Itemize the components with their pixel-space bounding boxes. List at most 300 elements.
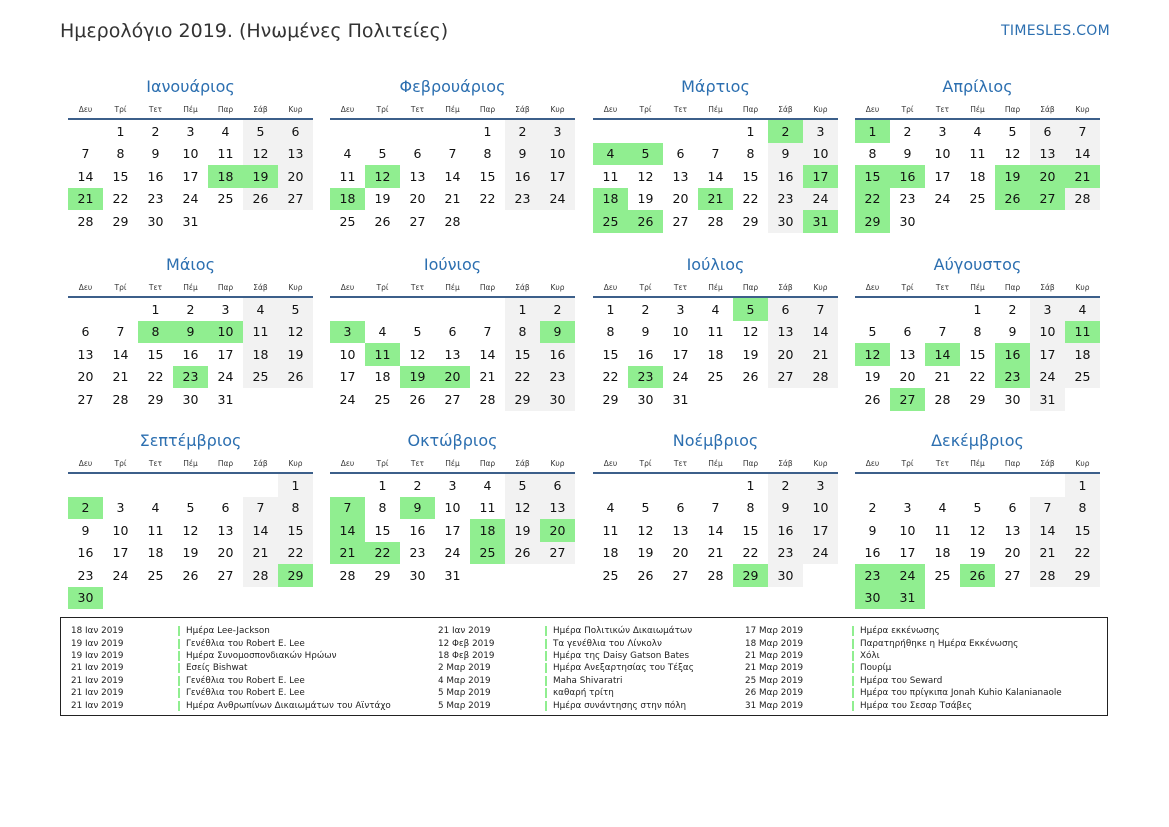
month-name: Σεπτέμβριος (139, 431, 242, 450)
holiday-day-cell: 16 (995, 343, 1030, 366)
legend-row (438, 699, 694, 711)
weekday-label: Παρ (742, 282, 759, 292)
holiday-color-marker (178, 688, 180, 698)
day-cell: 31 (672, 391, 689, 407)
day-cell: 12 (505, 497, 540, 520)
day-grid (68, 474, 313, 609)
day-cell: 14 (77, 168, 94, 184)
empty-cell (435, 298, 470, 321)
day-cell: 19 (505, 519, 540, 542)
weekday-label: Τετ (673, 458, 688, 468)
legend-column (71, 625, 391, 712)
holiday-name: Ημέρα του Seward (860, 675, 943, 686)
holiday-name: Ημέρα Πολιτικών Δικαιωμάτων (553, 626, 693, 637)
day-cell: 6 (278, 120, 313, 143)
legend-row (438, 687, 694, 699)
day-cell: 25 (147, 567, 164, 583)
day-cell: 21 (707, 545, 724, 561)
weekday-label: Σάβ (253, 458, 268, 468)
holiday-name: Ημέρα Ανθρωπίνων Δικαιωμάτων του Αϊντάχο (186, 700, 391, 711)
day-cell: 14 (479, 346, 496, 362)
weekday-label: Δευ (603, 104, 618, 114)
day-cell: 8 (746, 500, 755, 516)
day-cell: 13 (409, 168, 426, 184)
day-cell: 2 (768, 474, 803, 497)
day-cell: 15 (374, 522, 391, 538)
month-name: Ιανουάριος (146, 77, 235, 96)
day-cell: 13 (1004, 522, 1021, 538)
day-cell: 18 (1065, 343, 1100, 366)
day-cell: 21 (444, 191, 461, 207)
day-cell: 27 (444, 391, 461, 407)
weekday-label: Παρ (217, 458, 234, 468)
day-cell: 1 (746, 477, 755, 493)
holiday-day-cell: 18 (593, 188, 628, 211)
day-cell: 7 (483, 324, 492, 340)
month-name: Νοέμβριος (672, 431, 759, 450)
holiday-name: καθαρή τρίτη (553, 688, 614, 699)
holiday-day-cell: 1 (855, 120, 890, 143)
weekday-label: Παρ (479, 104, 496, 114)
holiday-day-cell: 22 (855, 188, 890, 211)
legend-column (438, 625, 694, 712)
holiday-date: 26 Μαρ 2019 (745, 688, 804, 699)
weekday-label: Τρί (114, 458, 127, 468)
day-cell: 12 (278, 321, 313, 344)
empty-cell (995, 474, 1030, 497)
holiday-day-cell: 29 (855, 210, 890, 233)
weekday-label: Κυρ (288, 458, 303, 468)
day-cell: 7 (1065, 120, 1100, 143)
day-cell: 16 (182, 346, 199, 362)
day-cell: 26 (637, 567, 654, 583)
weekday-label: Δευ (340, 104, 355, 114)
day-grid (330, 120, 575, 233)
day-cell: 19 (864, 369, 881, 385)
day-cell: 8 (1065, 497, 1100, 520)
day-cell: 10 (899, 522, 916, 538)
empty-cell (855, 474, 890, 497)
day-cell: 30 (182, 391, 199, 407)
weekday-label: Πέμ (445, 104, 460, 114)
day-cell: 28 (1065, 188, 1100, 211)
day-cell: 21 (243, 542, 278, 565)
holiday-day-cell: 7 (330, 497, 365, 520)
day-cell: 16 (77, 545, 94, 561)
day-cell: 9 (868, 522, 877, 538)
day-cell: 4 (938, 500, 947, 516)
holiday-day-cell: 25 (470, 542, 505, 565)
weekday-label: Κυρ (288, 104, 303, 114)
holiday-day-cell: 24 (890, 564, 925, 587)
holiday-name: Ημέρα εκκένωσης (860, 626, 940, 637)
weekday-label: Παρ (742, 104, 759, 114)
day-grid (68, 120, 313, 233)
day-cell: 2 (186, 301, 195, 317)
day-cell: 19 (374, 191, 391, 207)
day-cell: 7 (711, 500, 720, 516)
day-cell: 11 (217, 146, 234, 162)
weekday-label: Σάβ (778, 282, 793, 292)
day-cell: 29 (1065, 564, 1100, 587)
day-cell: 24 (112, 567, 129, 583)
empty-cell (470, 298, 505, 321)
day-cell: 24 (339, 391, 356, 407)
day-cell: 2 (413, 477, 422, 493)
weekday-label: Κυρ (550, 458, 565, 468)
day-cell: 7 (711, 146, 720, 162)
weekday-label: Πέμ (970, 104, 985, 114)
holiday-name: Ημέρα του Σεσαρ Τσάβες (860, 700, 973, 711)
day-cell: 26 (182, 567, 199, 583)
weekday-label: Δευ (865, 282, 880, 292)
holiday-color-marker (178, 639, 180, 649)
day-cell: 25 (339, 213, 356, 229)
weekday-label: Πέμ (970, 282, 985, 292)
holiday-day-cell: 2 (68, 497, 103, 520)
day-cell: 4 (1065, 298, 1100, 321)
day-cell: 19 (637, 191, 654, 207)
day-cell: 7 (116, 324, 125, 340)
empty-cell (103, 298, 138, 321)
day-cell: 22 (112, 191, 129, 207)
day-grid (593, 120, 838, 233)
day-cell: 1 (278, 474, 313, 497)
holiday-color-marker (852, 688, 854, 698)
day-cell: 12 (637, 168, 654, 184)
site-brand-link[interactable]: TIMESLES.COM (1001, 23, 1110, 39)
month-block (330, 74, 575, 233)
holiday-day-cell: 9 (173, 321, 208, 344)
day-cell: 5 (973, 500, 982, 516)
holiday-day-cell: 14 (330, 519, 365, 542)
day-cell: 24 (934, 191, 951, 207)
day-cell: 21 (803, 343, 838, 366)
day-cell: 13 (899, 346, 916, 362)
day-cell: 28 (444, 213, 461, 229)
holiday-date: 19 Ιαν 2019 (71, 650, 124, 661)
day-cell: 4 (606, 500, 615, 516)
weekday-label: Κυρ (550, 104, 565, 114)
day-cell: 27 (672, 213, 689, 229)
day-cell: 26 (864, 391, 881, 407)
weekday-label: Παρ (1004, 104, 1021, 114)
weekday-header (593, 454, 838, 474)
day-cell: 9 (768, 497, 803, 520)
day-cell: 6 (768, 298, 803, 321)
day-cell: 5 (378, 146, 387, 162)
day-cell: 17 (934, 168, 951, 184)
day-cell: 2 (903, 123, 912, 139)
month-block (855, 74, 1100, 233)
day-cell: 5 (413, 324, 422, 340)
holiday-legend (60, 617, 1108, 716)
month-block (330, 428, 575, 587)
holiday-color-marker (545, 626, 547, 636)
holiday-name: Ημέρα Lee-Jackson (186, 626, 270, 637)
holiday-date: 4 Μαρ 2019 (438, 675, 491, 686)
weekday-label: Τρί (639, 282, 652, 292)
weekday-label: Σάβ (1040, 282, 1055, 292)
holiday-date: 17 Μαρ 2019 (745, 626, 804, 637)
day-cell: 6 (676, 146, 685, 162)
day-cell: 11 (602, 522, 619, 538)
day-cell: 8 (505, 321, 540, 344)
legend-row (745, 637, 1062, 649)
day-cell: 15 (969, 346, 986, 362)
day-cell: 22 (969, 369, 986, 385)
day-cell: 29 (969, 391, 986, 407)
day-cell: 3 (803, 474, 838, 497)
month-block (855, 428, 1100, 609)
day-cell: 2 (151, 123, 160, 139)
legend-column (745, 625, 1062, 712)
weekday-header (330, 278, 575, 298)
holiday-day-cell: 14 (925, 343, 960, 366)
holiday-color-marker (852, 651, 854, 661)
day-cell: 13 (672, 168, 689, 184)
day-cell: 27 (540, 542, 575, 565)
day-cell: 22 (742, 191, 759, 207)
holiday-day-cell: 19 (243, 165, 278, 188)
holiday-day-cell: 22 (365, 542, 400, 565)
weekday-label: Τετ (935, 104, 950, 114)
day-grid (855, 298, 1100, 411)
day-cell: 4 (221, 123, 230, 139)
day-cell: 26 (505, 542, 540, 565)
day-cell: 14 (707, 522, 724, 538)
day-cell: 8 (868, 146, 877, 162)
day-cell: 4 (378, 324, 387, 340)
day-cell: 15 (742, 168, 759, 184)
weekday-label: Σάβ (515, 104, 530, 114)
day-cell: 13 (672, 522, 689, 538)
day-cell: 31 (1030, 388, 1065, 411)
weekday-label: Δευ (603, 458, 618, 468)
holiday-day-cell: 16 (890, 165, 925, 188)
day-cell: 14 (1065, 143, 1100, 166)
day-cell: 30 (768, 564, 803, 587)
month-name: Δεκέμβριος (931, 431, 1024, 450)
day-cell: 20 (672, 545, 689, 561)
day-cell: 16 (147, 168, 164, 184)
day-cell: 29 (505, 388, 540, 411)
day-cell: 18 (934, 545, 951, 561)
weekday-label: Δευ (603, 282, 618, 292)
empty-cell (663, 474, 698, 497)
holiday-color-marker (545, 676, 547, 686)
day-cell: 6 (1030, 120, 1065, 143)
empty-cell (628, 474, 663, 497)
day-cell: 9 (768, 143, 803, 166)
day-grid (855, 474, 1100, 609)
holiday-day-cell: 21 (698, 188, 733, 211)
weekday-label: Δευ (865, 458, 880, 468)
legend-row (71, 675, 391, 687)
holiday-day-cell: 10 (208, 321, 243, 344)
day-cell: 26 (742, 369, 759, 385)
day-cell: 28 (707, 213, 724, 229)
day-cell: 16 (768, 165, 803, 188)
holiday-day-cell: 23 (855, 564, 890, 587)
day-cell: 18 (374, 369, 391, 385)
weekday-label: Τρί (901, 458, 914, 468)
day-cell: 29 (374, 567, 391, 583)
holiday-date: 5 Μαρ 2019 (438, 688, 491, 699)
weekday-label: Πέμ (970, 458, 985, 468)
weekday-label: Δευ (340, 282, 355, 292)
empty-cell (243, 474, 278, 497)
holiday-date: 21 Ιαν 2019 (71, 688, 124, 699)
empty-cell (103, 474, 138, 497)
holiday-date: 21 Ιαν 2019 (438, 626, 491, 637)
day-cell: 24 (217, 369, 234, 385)
day-cell: 12 (409, 346, 426, 362)
day-cell: 30 (637, 391, 654, 407)
day-cell: 5 (278, 298, 313, 321)
day-cell: 27 (409, 213, 426, 229)
day-cell: 11 (969, 146, 986, 162)
empty-cell (330, 120, 365, 143)
day-cell: 7 (803, 298, 838, 321)
day-cell: 9 (641, 324, 650, 340)
weekday-label: Τρί (901, 282, 914, 292)
holiday-day-cell: 26 (628, 210, 663, 233)
day-cell: 28 (112, 391, 129, 407)
day-cell: 24 (182, 191, 199, 207)
day-cell: 18 (147, 545, 164, 561)
day-cell: 26 (374, 213, 391, 229)
holiday-name: Ημέρα Συνομοσπονδιακών Ηρώων (186, 650, 337, 661)
weekday-label: Τρί (901, 104, 914, 114)
day-cell: 15 (112, 168, 129, 184)
day-cell: 22 (147, 369, 164, 385)
holiday-day-cell: 21 (1065, 165, 1100, 188)
weekday-label: Τετ (148, 282, 163, 292)
day-cell: 12 (637, 522, 654, 538)
month-block (855, 252, 1100, 411)
day-cell: 19 (637, 545, 654, 561)
weekday-label: Δευ (78, 458, 93, 468)
weekday-label: Πέμ (183, 104, 198, 114)
empty-cell (68, 298, 103, 321)
day-cell: 15 (147, 346, 164, 362)
holiday-color-marker (545, 663, 547, 673)
weekday-label: Τρί (639, 458, 652, 468)
holiday-day-cell: 21 (330, 542, 365, 565)
empty-cell (890, 474, 925, 497)
day-cell: 3 (903, 500, 912, 516)
weekday-label: Πέμ (708, 458, 723, 468)
weekday-label: Δευ (78, 282, 93, 292)
day-cell: 28 (934, 391, 951, 407)
day-cell: 14 (707, 168, 724, 184)
empty-cell (628, 120, 663, 143)
day-cell: 14 (243, 519, 278, 542)
day-cell: 7 (243, 497, 278, 520)
day-cell: 24 (540, 188, 575, 211)
day-cell: 12 (1004, 146, 1021, 162)
day-cell: 17 (540, 165, 575, 188)
holiday-day-cell: 5 (733, 298, 768, 321)
weekday-label: Κυρ (813, 282, 828, 292)
weekday-label: Τρί (639, 104, 652, 114)
day-cell: 5 (641, 500, 650, 516)
empty-cell (925, 298, 960, 321)
weekday-label: Κυρ (813, 104, 828, 114)
day-cell: 1 (746, 123, 755, 139)
holiday-day-cell: 15 (855, 165, 890, 188)
day-cell: 2 (1008, 301, 1017, 317)
holiday-day-cell: 30 (68, 587, 103, 610)
day-cell: 3 (186, 123, 195, 139)
holiday-day-cell: 9 (540, 321, 575, 344)
holiday-color-marker (178, 663, 180, 673)
holiday-color-marker (178, 651, 180, 661)
weekday-label: Σάβ (515, 282, 530, 292)
empty-cell (698, 474, 733, 497)
day-cell: 25 (374, 391, 391, 407)
legend-row (745, 699, 1062, 711)
holiday-day-cell: 18 (208, 165, 243, 188)
day-cell: 6 (903, 324, 912, 340)
day-cell: 15 (278, 519, 313, 542)
day-cell: 23 (77, 567, 94, 583)
day-cell: 17 (444, 522, 461, 538)
day-cell: 27 (77, 391, 94, 407)
day-cell: 27 (672, 567, 689, 583)
day-cell: 21 (934, 369, 951, 385)
weekday-label: Κυρ (1075, 458, 1090, 468)
day-cell: 17 (217, 346, 234, 362)
day-cell: 21 (479, 369, 496, 385)
holiday-day-cell: 26 (995, 188, 1030, 211)
day-cell: 30 (147, 213, 164, 229)
day-cell: 15 (1065, 519, 1100, 542)
holiday-day-cell: 12 (365, 165, 400, 188)
weekday-label: Τετ (410, 458, 425, 468)
day-cell: 5 (1008, 123, 1017, 139)
month-block (68, 428, 313, 609)
day-cell: 24 (803, 188, 838, 211)
holiday-color-marker (545, 639, 547, 649)
holiday-date: 18 Ιαν 2019 (71, 626, 124, 637)
day-cell: 28 (707, 567, 724, 583)
holiday-color-marker (852, 676, 854, 686)
day-cell: 24 (444, 545, 461, 561)
day-cell: 16 (768, 519, 803, 542)
day-cell: 28 (243, 564, 278, 587)
holiday-day-cell: 2 (768, 120, 803, 143)
weekday-label: Παρ (217, 282, 234, 292)
day-cell: 29 (147, 391, 164, 407)
day-cell: 12 (742, 324, 759, 340)
day-cell: 8 (606, 324, 615, 340)
day-cell: 29 (602, 391, 619, 407)
day-cell: 11 (243, 321, 278, 344)
day-cell: 25 (243, 366, 278, 389)
day-cell: 28 (803, 366, 838, 389)
day-cell: 3 (938, 123, 947, 139)
day-cell: 23 (768, 188, 803, 211)
month-name: Μάιος (166, 255, 215, 274)
month-block (593, 252, 838, 411)
empty-cell (855, 298, 890, 321)
day-cell: 22 (505, 366, 540, 389)
holiday-color-marker (545, 701, 547, 711)
day-cell: 27 (1004, 567, 1021, 583)
weekday-label: Πέμ (445, 282, 460, 292)
